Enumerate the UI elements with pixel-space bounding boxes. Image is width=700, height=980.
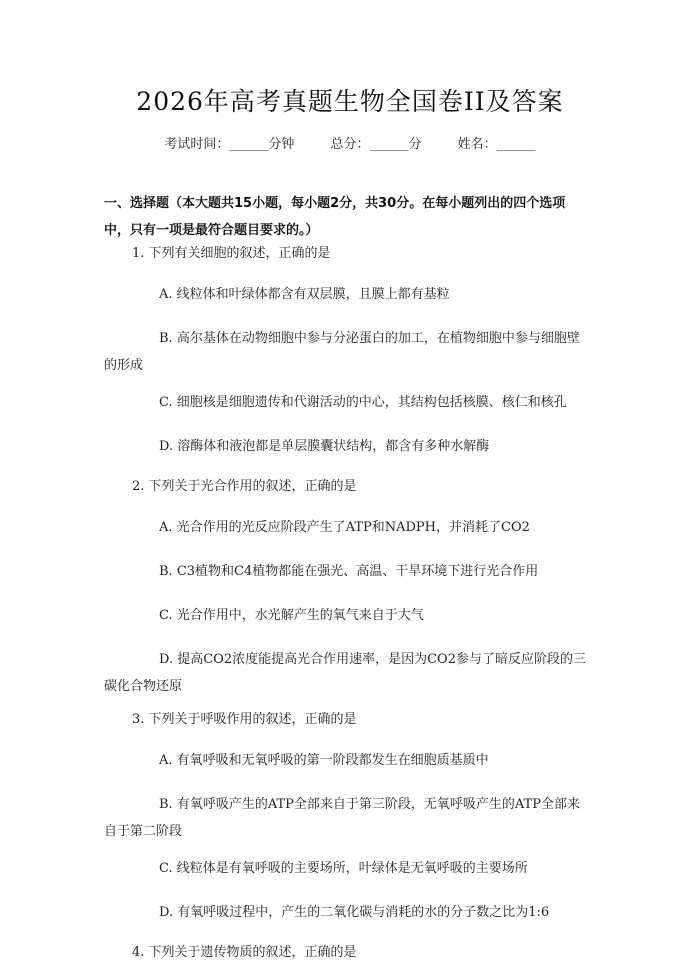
question-stem: 1. 下列有关细胞的叙述，正确的是	[132, 246, 331, 261]
question-stem: 3. 下列关于呼吸作用的叙述，正确的是	[132, 712, 357, 727]
option-b: B. C3植物和C4植物都能在强光、高温、干旱环境下进行光合作用	[159, 564, 539, 579]
exam-time-field: 考试时间：______分钟	[164, 137, 295, 152]
option-d: D. 有氧呼吸过程中，产生的二氧化碳与消耗的水的分子数之比为1:6	[159, 905, 550, 920]
option-c: C. 线粒体是有氧呼吸的主要场所，叶绿体是无氧呼吸的主要场所	[159, 861, 528, 876]
student-name-field: 姓名：______	[457, 137, 536, 152]
total-score-field: 总分：______分	[330, 137, 422, 152]
option-c: C. 光合作用中，水光解产生的氧气来自于大气	[159, 608, 424, 623]
question-stem: 2. 下列关于光合作用的叙述，正确的是	[132, 479, 357, 494]
section-heading: 一、选择题（本大题共15小题，每小题2分，共30分。在每小题列出的四个选项中，只有一项是最符合题目要求的。）	[104, 196, 566, 238]
option-c: C. 细胞核是细胞遗传和代谢活动的中心，其结构包括核膜、核仁和核孔	[159, 395, 567, 410]
exam-meta-line	[0, 133, 700, 152]
option-a: A. 光合作用的光反应阶段产生了ATP和NADPH，并消耗了CO2	[159, 520, 530, 535]
document-title: 2026年高考真题生物全国卷II及答案	[136, 87, 564, 116]
option-b: B. 高尔基体在动物细胞中参与分泌蛋白的加工，在植物细胞中参与细胞壁的形成	[104, 331, 580, 373]
option-b: B. 有氧呼吸产生的ATP全部来自于第三阶段，无氧呼吸产生的ATP全部来自于第二阶段	[104, 797, 581, 839]
option-d: D. 提高CO2浓度能提高光合作用速率，是因为CO2参与了暗反应阶段的三碳化合物还原	[104, 652, 586, 694]
option-a: A. 线粒体和叶绿体都含有双层膜，且膜上都有基粒	[159, 287, 450, 302]
option-a: A. 有氧呼吸和无氧呼吸的第一阶段都发生在细胞质基质中	[159, 753, 489, 768]
question-list	[104, 244, 590, 980]
question-stem: 4. 下列关于遗传物质的叙述，正确的是	[132, 945, 357, 960]
option-d: D. 溶酶体和液泡都是单层膜囊状结构，都含有多种水解酶	[159, 439, 490, 454]
